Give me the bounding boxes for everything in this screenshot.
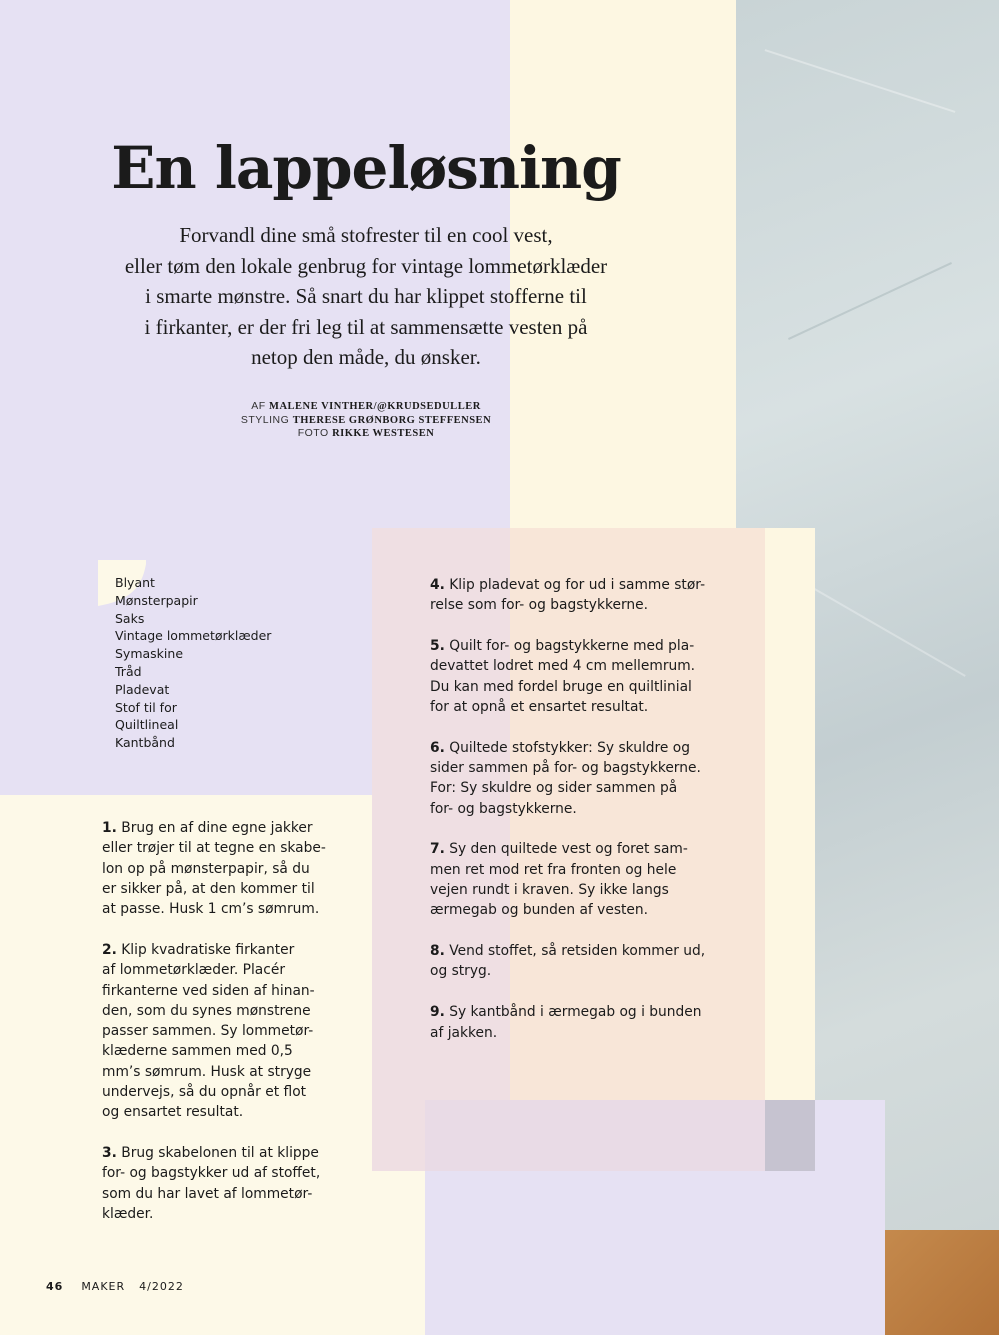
intro-line: netop den måde, du ønsker. [251, 345, 481, 369]
list-item: Stof til for [115, 699, 177, 715]
intro-line: eller tøm den lokale genbrug for vintage lommetørklæder [124, 253, 608, 278]
step-line: men ret mod ret fra fronten og hele [430, 861, 677, 878]
step-line: undervejs, så du opnår et flot [102, 1084, 307, 1101]
step-number: 5. [430, 638, 445, 655]
instruction-step [430, 575, 720, 616]
step-number: 3. [102, 1145, 117, 1162]
credit-photo: FOTO RIKKE WESTESEN [297, 427, 435, 439]
instruction-step [102, 1143, 334, 1224]
step-line: ærmegab og bunden af vesten. [430, 902, 649, 919]
step-line: for- og bagstykkerne. [430, 800, 577, 817]
intro-line: i smarte mønstre. Så snart du har klippet stofferne til [145, 284, 587, 308]
step-line: Klip pladevat og for ud i samme stør- [449, 577, 706, 593]
list-item: Vintage lommetørklæder [115, 628, 272, 644]
instruction-step [430, 738, 720, 819]
instruction-step [430, 941, 720, 982]
step-number: 9. [430, 1004, 445, 1021]
step-line: er sikker på, at den kommer til [102, 880, 315, 897]
step-line: Quilt for- og bagstykkerne med pla- [449, 638, 695, 655]
issue-number: 4/2022 [139, 1280, 184, 1293]
magazine-name: MAKER [81, 1280, 126, 1293]
step-line: og stryg. [430, 963, 492, 980]
step-line: Klip kvadratiske firkanter [121, 941, 295, 958]
step-line: for- og bagstykker ud af stoffet, [102, 1165, 321, 1182]
article-intro [70, 220, 662, 373]
page-number: 46 [46, 1280, 64, 1293]
step-line: relse som for- og bagstykkerne. [430, 597, 649, 614]
list-item: Tråd [115, 663, 142, 679]
step-line: firkanterne ved siden af hinan- [102, 982, 315, 999]
list-item: Kantbånd [115, 735, 175, 751]
step-line: mm’s sømrum. Husk at stryge [102, 1063, 312, 1080]
list-item: Quiltlineal [115, 717, 179, 733]
step-line: Sy den quiltede vest og foret sam- [449, 841, 688, 858]
step-line: Du kan med fordel bruge en quiltlinial [430, 678, 692, 695]
background-rose-overlap [425, 1100, 765, 1171]
instruction-step [430, 636, 720, 717]
step-number: 1. [102, 820, 117, 836]
step-line: For: Sy skuldre og sider sammen på [430, 780, 678, 797]
step-line: klæder. [102, 1206, 154, 1223]
step-line: af jakken. [430, 1024, 498, 1041]
instruction-step [102, 940, 334, 1123]
step-line: som du har lavet af lommetør- [102, 1185, 313, 1202]
steps-column-left [102, 818, 334, 1245]
step-line: at passe. Husk 1 cm’s sømrum. [102, 901, 320, 918]
instruction-step [102, 818, 334, 919]
wood-floor-photo [880, 1230, 999, 1335]
step-line: Sy kantbånd i ærmegab og i bunden [449, 1004, 702, 1021]
step-line: klæderne sammen med 0,5 [102, 1043, 293, 1060]
list-item: Mønsterpapir [115, 592, 198, 608]
step-line: lon op på mønsterpapir, så du [102, 860, 310, 877]
list-item: Saks [115, 610, 145, 626]
step-line: eller trøjer til at tegne en skabe- [102, 840, 326, 857]
step-line: Brug en af dine egne jakker [121, 820, 313, 836]
step-line: af lommetørklæder. Placér [102, 962, 286, 979]
list-item: Blyant [115, 575, 155, 590]
instruction-step [430, 839, 720, 920]
step-line: passer sammen. Sy lommetør- [102, 1023, 314, 1040]
instruction-step [430, 1002, 720, 1043]
intro-line: i firkanter, er der fri leg til at sammensætte vesten på [144, 314, 588, 339]
article-title: En lappeløsning [111, 134, 621, 202]
list-item: Pladevat [115, 681, 170, 697]
step-number: 4. [430, 577, 445, 593]
step-line: vejen rundt i kraven. Sy ikke langs [430, 882, 669, 899]
intro-line: Forvandl dine små stofrester til en cool vest, [179, 223, 553, 247]
step-line: Quiltede stofstykker: Sy skuldre og [449, 739, 690, 756]
background-cream-right [765, 528, 815, 1100]
step-line: sider sammen på for- og bagstykkerne. [430, 760, 701, 777]
step-number: 7. [430, 841, 445, 858]
step-line: Brug skabelonen til at klippe [121, 1145, 319, 1162]
step-line: devattet lodret med 4 cm mellemrum. [430, 658, 696, 675]
step-line: Vend stoffet, så retsiden kommer ud, [449, 943, 706, 960]
step-number: 2. [102, 941, 117, 958]
step-number: 8. [430, 943, 445, 960]
step-line: og ensartet resultat. [102, 1104, 244, 1121]
background-gray-square [765, 1100, 815, 1171]
folio [46, 1280, 184, 1293]
materials-list [115, 574, 271, 752]
step-line: den, som du synes mønstrene [102, 1002, 311, 1019]
credits [200, 400, 532, 441]
step-number: 6. [430, 739, 445, 756]
list-item: Symaskine [115, 646, 184, 662]
credit-author: AF MALENE VINTHER/@KRUDSEDULLER [251, 400, 481, 412]
credit-styling: STYLING THERESE GRØNBORG STEFFENSEN [240, 413, 492, 426]
steps-column-right [430, 575, 720, 1063]
step-line: for at opnå et ensartet resultat. [430, 698, 649, 715]
